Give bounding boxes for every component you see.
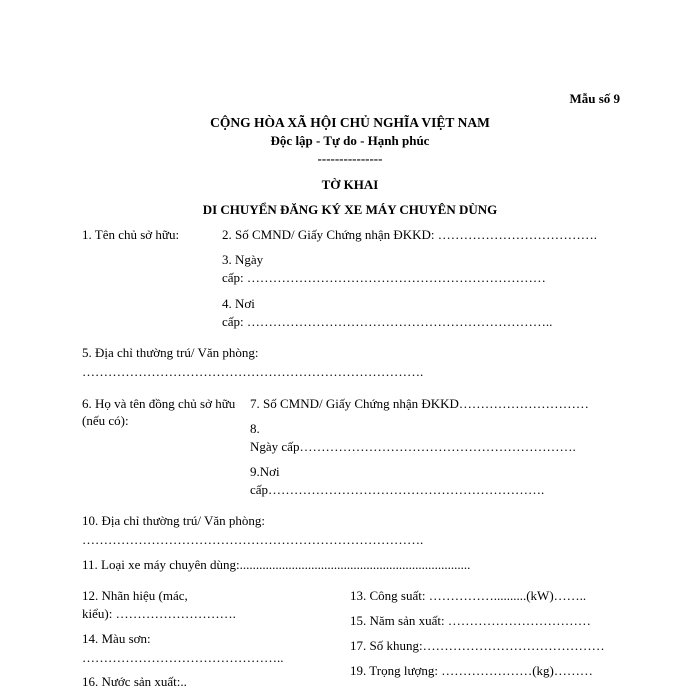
- id-number-field: 2. Số CMND/ Giấy Chứng nhận ĐKKD: ……………………………….: [222, 227, 598, 242]
- form-number: Mẫu số 9: [569, 91, 620, 106]
- address-label: 5. Địa chỉ thường trú/ Văn phòng:: [82, 345, 259, 360]
- co-owner-issue-place-field: cấp……………………………………………………….: [250, 482, 545, 497]
- paint-color-field: ………………………………………..: [82, 650, 284, 665]
- owner-name-label: 1. Tên chủ sở hữu:: [82, 227, 180, 242]
- country-name: CỘNG HÒA XÃ HỘI CHỦ NGHĨA VIỆT NAM: [210, 115, 490, 130]
- co-owner-issue-date-field: Ngày cấp……………………………………………………….: [250, 439, 576, 454]
- issue-date-label: 3. Ngày: [222, 252, 264, 267]
- national-motto: Độc lập - Tự do - Hạnh phúc: [270, 133, 430, 148]
- co-owner-issue-place-label: 9.Nơi: [250, 464, 280, 479]
- machine-type-field: 11. Loại xe máy chuyên dùng:.......................................................................: [82, 557, 471, 572]
- co-owner-label: 6. Họ và tên đồng chủ sở hữu: [82, 396, 236, 411]
- brand-label: 12. Nhãn hiệu (mác,: [82, 588, 188, 603]
- brand-field: kiểu): ……………………….: [82, 606, 236, 621]
- paint-color-label: 14. Màu sơn:: [82, 631, 151, 646]
- issue-place-label: 4. Nơi: [222, 296, 255, 311]
- co-owner-issue-date-label: 8.: [250, 421, 260, 436]
- co-owner-address-field: …………………………………………………………………….: [82, 532, 424, 547]
- header-rule: ---------------: [317, 151, 383, 166]
- manufacture-year-field: 15. Năm sản xuất: ……………………………: [350, 613, 591, 628]
- co-owner-address-label: 10. Địa chỉ thường trú/ Văn phòng:: [82, 513, 266, 528]
- origin-country-field: 16. Nước sản xuất:..: [82, 674, 187, 689]
- issue-date-field: cấp: ……………………………………………………………: [222, 270, 546, 285]
- co-owner-note: (nếu có):: [82, 413, 129, 428]
- issue-place-field: cấp: ……………………………………………………………..: [222, 314, 553, 329]
- form-subtitle: DI CHUYỂN ĐĂNG KÝ XE MÁY CHUYÊN DÙNG: [202, 202, 498, 217]
- power-field: 13. Công suất: ……………..........(kW)……..: [350, 588, 587, 603]
- frame-number-field: 17. Số khung:……………………………………: [350, 638, 605, 653]
- co-owner-id-field: 7. Số CMND/ Giấy Chứng nhận ĐKKD…………………………: [250, 396, 589, 411]
- address-field: …………………………………………………………………….: [82, 364, 424, 379]
- form-title: TỜ KHAI: [321, 177, 379, 192]
- weight-field: 19. Trọng lượng: …………………(kg)………: [350, 663, 593, 678]
